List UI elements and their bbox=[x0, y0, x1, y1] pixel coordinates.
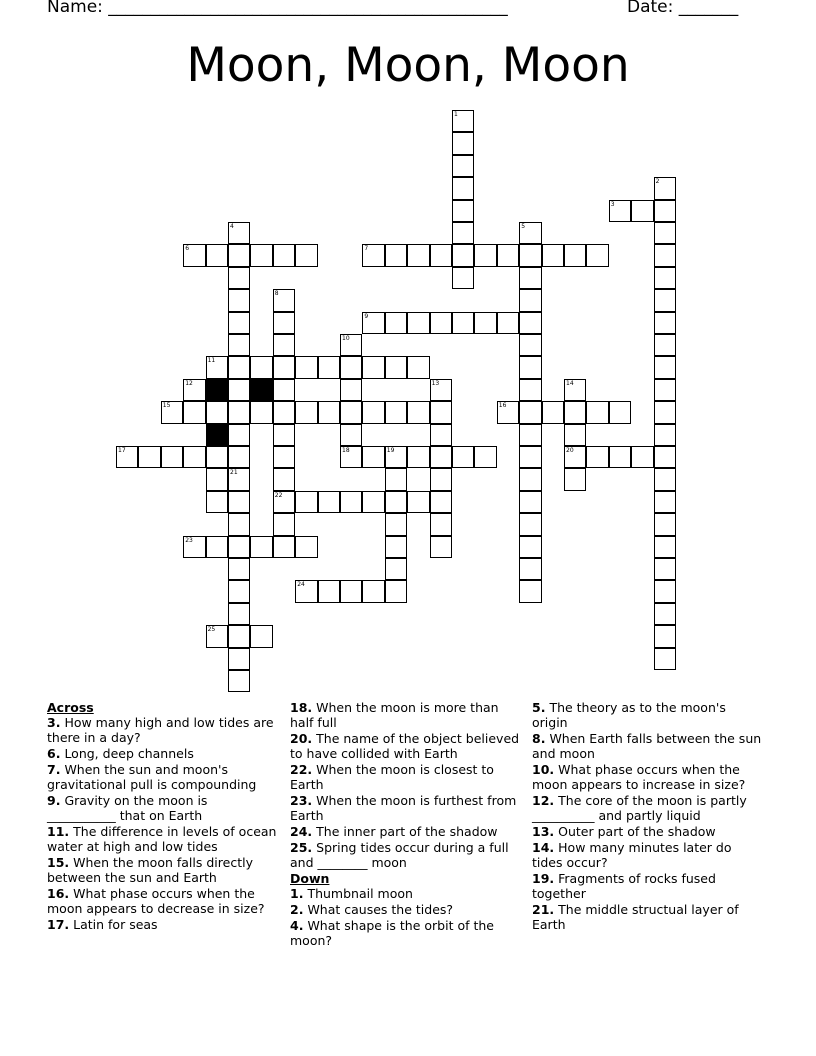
grid-cell[interactable] bbox=[609, 401, 631, 423]
grid-cell[interactable] bbox=[452, 132, 474, 154]
grid-cell[interactable] bbox=[654, 222, 676, 244]
grid-cell[interactable] bbox=[183, 401, 205, 423]
grid-cell[interactable] bbox=[206, 536, 228, 558]
grid-cell[interactable] bbox=[519, 468, 541, 490]
grid-cell[interactable] bbox=[519, 379, 541, 401]
grid-cell[interactable] bbox=[273, 401, 295, 423]
grid-cell[interactable] bbox=[385, 356, 407, 378]
grid-cell[interactable] bbox=[273, 424, 295, 446]
grid-cell[interactable] bbox=[586, 446, 608, 468]
clue-number: 21 bbox=[230, 469, 238, 477]
grid-cell[interactable] bbox=[273, 446, 295, 468]
grid-cell[interactable] bbox=[206, 625, 228, 647]
grid-cell[interactable] bbox=[206, 356, 228, 378]
grid-cell[interactable] bbox=[228, 468, 250, 490]
clue-number: 10 bbox=[342, 335, 350, 342]
grid-cell[interactable] bbox=[654, 558, 676, 580]
grid-cell[interactable] bbox=[407, 356, 429, 378]
grid-cell[interactable] bbox=[362, 244, 384, 266]
grid-cell[interactable] bbox=[228, 401, 250, 423]
grid-cell[interactable] bbox=[430, 424, 452, 446]
grid-cell[interactable] bbox=[385, 446, 407, 468]
grid-cell[interactable] bbox=[362, 446, 384, 468]
grid-cell[interactable] bbox=[452, 312, 474, 334]
grid-cell[interactable] bbox=[228, 356, 250, 378]
page-title: Moon, Moon, Moon bbox=[186, 38, 630, 93]
clue-number: 19 bbox=[386, 447, 395, 454]
clue-number: 11 bbox=[207, 357, 216, 365]
grid-cell[interactable] bbox=[654, 200, 676, 222]
grid-cell[interactable] bbox=[654, 491, 676, 513]
grid-cell[interactable] bbox=[228, 580, 250, 602]
date-field[interactable]: Date: _______ bbox=[627, 0, 739, 17]
grid-cell[interactable] bbox=[497, 401, 519, 423]
grid-cell[interactable] bbox=[452, 222, 474, 244]
clue-down-14: 14. How many minutes later do tides occur? bbox=[532, 840, 732, 870]
grid-cell[interactable] bbox=[519, 267, 541, 289]
grid-cell[interactable] bbox=[519, 424, 541, 446]
grid-cell[interactable] bbox=[295, 580, 317, 602]
grid-cell[interactable] bbox=[519, 401, 541, 423]
clue-down-19: 19. Fragments of rocks fused together bbox=[532, 871, 716, 901]
grid-cell[interactable] bbox=[116, 446, 138, 468]
grid-cell[interactable] bbox=[340, 491, 362, 513]
grid-cell[interactable] bbox=[474, 446, 496, 468]
clue-down-5: 5. The theory as to the moon's origin bbox=[532, 700, 726, 730]
grid-cell[interactable] bbox=[631, 200, 653, 222]
grid-cell[interactable] bbox=[430, 491, 452, 513]
grid-cell[interactable] bbox=[497, 312, 519, 334]
grid-cell[interactable] bbox=[385, 536, 407, 558]
grid-cell[interactable] bbox=[474, 312, 496, 334]
grid-cell[interactable] bbox=[564, 446, 586, 468]
grid-cell[interactable] bbox=[318, 580, 340, 602]
grid-cell[interactable] bbox=[654, 312, 676, 334]
grid-cell[interactable] bbox=[228, 491, 250, 513]
grid-cell[interactable] bbox=[340, 424, 362, 446]
grid-cell[interactable] bbox=[228, 244, 250, 266]
grid-cell[interactable] bbox=[654, 244, 676, 266]
grid-cell[interactable] bbox=[385, 312, 407, 334]
grid-cell[interactable] bbox=[295, 244, 317, 266]
grid-cell[interactable] bbox=[206, 491, 228, 513]
clue-number: 2 bbox=[655, 178, 660, 186]
grid-block bbox=[206, 379, 228, 401]
grid-cell[interactable] bbox=[161, 446, 183, 468]
clue-across-24: 24. The inner part of the shadow bbox=[290, 824, 498, 839]
grid-cell[interactable] bbox=[654, 334, 676, 356]
grid-cell[interactable] bbox=[295, 356, 317, 378]
grid-cell[interactable] bbox=[228, 648, 250, 670]
grid-cell[interactable] bbox=[362, 401, 384, 423]
grid-cell[interactable] bbox=[385, 491, 407, 513]
grid-cell[interactable] bbox=[228, 446, 250, 468]
clue-number: 13 bbox=[431, 379, 440, 387]
grid-cell[interactable] bbox=[654, 289, 676, 311]
grid-cell[interactable] bbox=[609, 200, 631, 222]
grid-cell[interactable] bbox=[385, 580, 407, 602]
clue-number: 3 bbox=[610, 200, 615, 208]
clue-down-8: 8. When Earth falls between the sun and moon bbox=[532, 731, 762, 761]
grid-cell[interactable] bbox=[452, 155, 474, 177]
clue-down-2: 2. What causes the tides? bbox=[290, 902, 454, 917]
clue-down-4: 4. What shape is the orbit of the moon? bbox=[290, 918, 494, 948]
clue-number: 22 bbox=[274, 491, 283, 499]
grid-cell[interactable] bbox=[430, 446, 452, 468]
grid-cell[interactable] bbox=[273, 312, 295, 334]
clue-number: 24 bbox=[297, 581, 305, 589]
clue-across-11: 11. The difference in levels of ocean water at high and low tides bbox=[47, 824, 277, 854]
clue-across-22: 22. When the moon is closest to Earth bbox=[290, 762, 494, 792]
grid-cell[interactable] bbox=[228, 558, 250, 580]
grid-cell[interactable] bbox=[452, 110, 474, 132]
grid-cell[interactable] bbox=[385, 468, 407, 490]
grid-cell[interactable] bbox=[273, 536, 295, 558]
grid-cell[interactable] bbox=[340, 401, 362, 423]
grid-cell[interactable] bbox=[452, 177, 474, 199]
grid-cell[interactable] bbox=[407, 446, 429, 468]
grid-cell[interactable] bbox=[250, 244, 272, 266]
grid-cell[interactable] bbox=[273, 468, 295, 490]
clue-down-12: 12. The core of the moon is partly __________ and partly liquid bbox=[532, 793, 747, 823]
grid-cell[interactable] bbox=[273, 356, 295, 378]
clue-across-6: 6. Long, deep channels bbox=[47, 746, 194, 761]
grid-cell[interactable] bbox=[654, 267, 676, 289]
clue-across-17: 17. Latin for seas bbox=[47, 917, 158, 932]
grid-cell[interactable] bbox=[564, 424, 586, 446]
grid-cell[interactable] bbox=[430, 536, 452, 558]
grid-cell[interactable] bbox=[385, 513, 407, 535]
clue-number: 15 bbox=[162, 402, 171, 410]
grid-cell[interactable] bbox=[654, 356, 676, 378]
grid-cell[interactable] bbox=[183, 446, 205, 468]
down-heading: Down bbox=[290, 871, 330, 886]
grid-cell[interactable] bbox=[228, 222, 250, 244]
grid-cell[interactable] bbox=[519, 312, 541, 334]
grid-cell[interactable] bbox=[564, 379, 586, 401]
grid-cell[interactable] bbox=[228, 513, 250, 535]
grid-cell[interactable] bbox=[206, 401, 228, 423]
name-field[interactable]: Name: _______________________________________________ bbox=[47, 0, 508, 17]
grid-cell[interactable] bbox=[228, 267, 250, 289]
across-heading: Across bbox=[47, 700, 94, 715]
clue-number: 16 bbox=[498, 402, 507, 410]
grid-cell[interactable] bbox=[318, 356, 340, 378]
grid-cell[interactable] bbox=[250, 356, 272, 378]
grid-cell[interactable] bbox=[138, 446, 160, 468]
grid-cell[interactable] bbox=[519, 513, 541, 535]
grid-cell[interactable] bbox=[295, 401, 317, 423]
grid-cell[interactable] bbox=[586, 401, 608, 423]
grid-cell[interactable] bbox=[295, 536, 317, 558]
grid-cell[interactable] bbox=[228, 289, 250, 311]
grid-cell[interactable] bbox=[340, 446, 362, 468]
clue-across-7: 7. When the sun and moon's gravitational pull is compounding bbox=[47, 762, 257, 792]
grid-cell[interactable] bbox=[340, 379, 362, 401]
grid-cell[interactable] bbox=[228, 379, 250, 401]
grid-cell[interactable] bbox=[519, 536, 541, 558]
grid-cell[interactable] bbox=[631, 446, 653, 468]
clue-number: 9 bbox=[364, 312, 369, 320]
grid-cell[interactable] bbox=[564, 401, 586, 423]
grid-cell[interactable] bbox=[273, 334, 295, 356]
grid-cell[interactable] bbox=[430, 468, 452, 490]
clue-number: 4 bbox=[230, 223, 234, 230]
clue-across-25: 25. Spring tides occur during a full and ________ moon bbox=[290, 840, 509, 870]
grid-cell[interactable] bbox=[385, 558, 407, 580]
grid-cell[interactable] bbox=[362, 356, 384, 378]
grid-cell[interactable] bbox=[497, 244, 519, 266]
grid-cell[interactable] bbox=[452, 267, 474, 289]
grid-cell[interactable] bbox=[273, 244, 295, 266]
grid-cell[interactable] bbox=[430, 513, 452, 535]
grid-cell[interactable] bbox=[609, 446, 631, 468]
clue-number: 12 bbox=[185, 379, 193, 387]
grid-cell[interactable] bbox=[340, 356, 362, 378]
grid-cell[interactable] bbox=[273, 289, 295, 311]
clue-across-15: 15. When the moon falls directly between the sun and Earth bbox=[47, 855, 253, 885]
grid-cell[interactable] bbox=[654, 625, 676, 647]
grid-cell[interactable] bbox=[654, 648, 676, 670]
grid-cell[interactable] bbox=[654, 603, 676, 625]
clue-number: 23 bbox=[185, 536, 193, 544]
clue-number: 7 bbox=[364, 245, 369, 253]
clue-number: 25 bbox=[207, 626, 216, 634]
grid-cell[interactable] bbox=[362, 580, 384, 602]
clue-number: 17 bbox=[118, 447, 126, 454]
grid-cell[interactable] bbox=[452, 244, 474, 266]
grid-cell[interactable] bbox=[430, 244, 452, 266]
grid-cell[interactable] bbox=[228, 312, 250, 334]
clue-across-23: 23. When the moon is furthest from Earth bbox=[290, 793, 517, 823]
clue-number: 18 bbox=[342, 447, 350, 454]
grid-cell[interactable] bbox=[430, 379, 452, 401]
grid-cell[interactable] bbox=[654, 580, 676, 602]
grid-block bbox=[206, 424, 228, 446]
grid-cell[interactable] bbox=[228, 536, 250, 558]
grid-cell[interactable] bbox=[430, 401, 452, 423]
clue-down-1: 1. Thumbnail moon bbox=[290, 886, 413, 901]
clue-across-16: 16. What phase occurs when the moon appears to decrease in size? bbox=[47, 886, 265, 916]
clue-across-20: 20. The name of the object believed to have collided with Earth bbox=[290, 731, 520, 761]
grid-cell[interactable] bbox=[586, 244, 608, 266]
grid-cell[interactable] bbox=[340, 580, 362, 602]
grid-cell[interactable] bbox=[362, 312, 384, 334]
grid-cell[interactable] bbox=[407, 312, 429, 334]
grid-cell[interactable] bbox=[654, 379, 676, 401]
grid-cell[interactable] bbox=[474, 244, 496, 266]
grid-cell[interactable] bbox=[385, 401, 407, 423]
grid-cell[interactable] bbox=[228, 625, 250, 647]
grid-cell[interactable] bbox=[564, 468, 586, 490]
grid-cell[interactable] bbox=[654, 177, 676, 199]
grid-cell[interactable] bbox=[340, 334, 362, 356]
grid-cell[interactable] bbox=[183, 244, 205, 266]
clue-down-10: 10. What phase occurs when the moon appears to increase in size? bbox=[532, 762, 746, 792]
clue-across-18: 18. When the moon is more than half full bbox=[290, 700, 499, 730]
clue-across-3: 3. How many high and low tides are there in a day? bbox=[47, 715, 274, 745]
grid-cell[interactable] bbox=[654, 401, 676, 423]
grid-cell[interactable] bbox=[407, 244, 429, 266]
grid-cell[interactable] bbox=[362, 491, 384, 513]
grid-cell[interactable] bbox=[318, 401, 340, 423]
grid-cell[interactable] bbox=[206, 468, 228, 490]
clue-column-2 bbox=[290, 700, 520, 949]
grid-cell[interactable] bbox=[273, 491, 295, 513]
grid-cell[interactable] bbox=[206, 446, 228, 468]
grid-cell[interactable] bbox=[452, 446, 474, 468]
grid-cell[interactable] bbox=[519, 222, 541, 244]
clue-number: 14 bbox=[566, 379, 574, 387]
grid-cell[interactable] bbox=[519, 289, 541, 311]
grid-cell[interactable] bbox=[407, 401, 429, 423]
clue-number: 5 bbox=[521, 223, 526, 230]
clue-column-1 bbox=[47, 700, 277, 933]
grid-cell[interactable] bbox=[228, 424, 250, 446]
grid-cell[interactable] bbox=[654, 536, 676, 558]
grid-cell[interactable] bbox=[206, 244, 228, 266]
clue-column-3 bbox=[532, 700, 762, 933]
grid-cell[interactable] bbox=[564, 244, 586, 266]
grid-cell[interactable] bbox=[183, 379, 205, 401]
grid-cell[interactable] bbox=[228, 334, 250, 356]
grid-cell[interactable] bbox=[273, 513, 295, 535]
grid-cell[interactable] bbox=[654, 513, 676, 535]
grid-cell[interactable] bbox=[228, 603, 250, 625]
grid-cell[interactable] bbox=[430, 312, 452, 334]
grid-cell[interactable] bbox=[542, 244, 564, 266]
grid-cell[interactable] bbox=[385, 244, 407, 266]
clue-number: 6 bbox=[185, 245, 190, 253]
grid-cell[interactable] bbox=[519, 446, 541, 468]
grid-cell[interactable] bbox=[250, 625, 272, 647]
grid-block bbox=[250, 379, 272, 401]
grid-cell[interactable] bbox=[654, 424, 676, 446]
clue-down-13: 13. Outer part of the shadow bbox=[532, 824, 716, 839]
grid-cell[interactable] bbox=[519, 356, 541, 378]
grid-cell[interactable] bbox=[654, 468, 676, 490]
grid-cell[interactable] bbox=[250, 401, 272, 423]
grid-cell[interactable] bbox=[161, 401, 183, 423]
clue-number: 20 bbox=[566, 447, 574, 454]
grid-cell[interactable] bbox=[519, 334, 541, 356]
grid-cell[interactable] bbox=[250, 536, 272, 558]
clue-across-9: 9. Gravity on the moon is ___________ that on Earth bbox=[47, 793, 208, 823]
grid-cell[interactable] bbox=[318, 491, 340, 513]
clue-down-21: 21. The middle structual layer of Earth bbox=[532, 902, 739, 932]
grid-cell[interactable] bbox=[654, 446, 676, 468]
grid-cell[interactable] bbox=[407, 491, 429, 513]
grid-cell[interactable] bbox=[519, 558, 541, 580]
grid-cell[interactable] bbox=[452, 200, 474, 222]
grid-cell[interactable] bbox=[295, 491, 317, 513]
grid-cell[interactable] bbox=[519, 244, 541, 266]
clue-number: 1 bbox=[454, 111, 458, 118]
grid-cell[interactable] bbox=[228, 670, 250, 692]
clue-number: 8 bbox=[274, 290, 279, 298]
grid-cell[interactable] bbox=[273, 379, 295, 401]
grid-cell[interactable] bbox=[519, 491, 541, 513]
grid-cell[interactable] bbox=[519, 580, 541, 602]
grid-cell[interactable] bbox=[542, 401, 564, 423]
grid-cell[interactable] bbox=[183, 536, 205, 558]
